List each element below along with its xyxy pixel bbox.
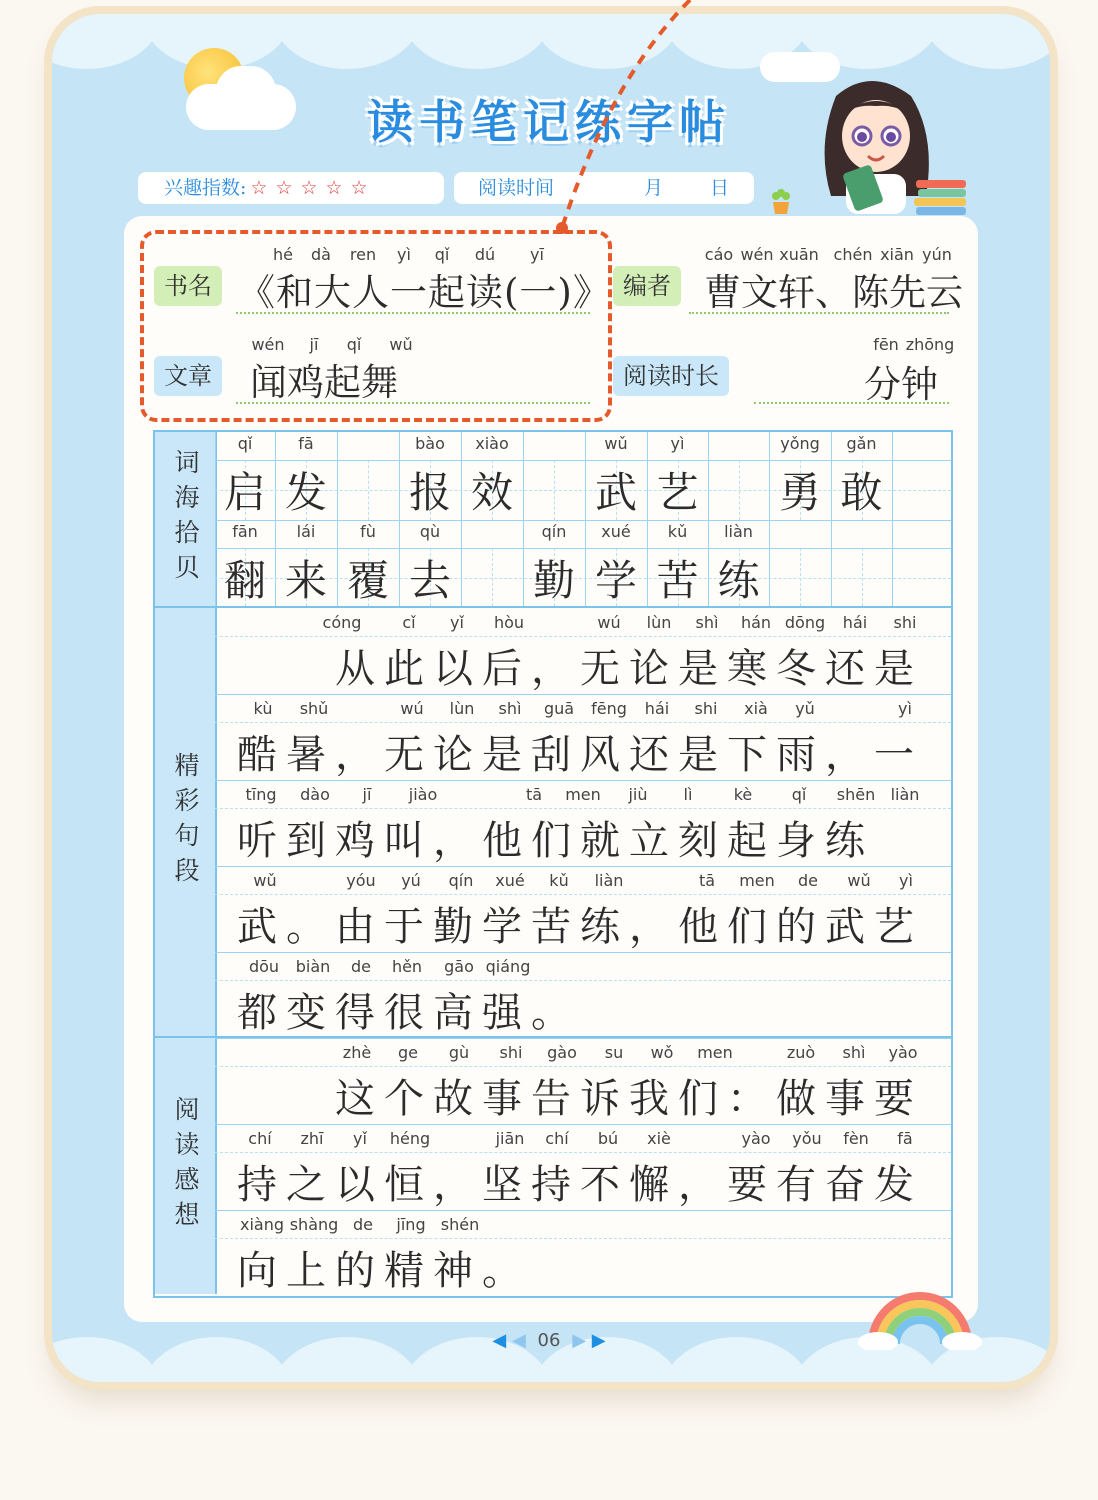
passage-pinyin: shì	[498, 699, 522, 718]
vocab-character: 发	[284, 468, 327, 517]
grid-column-line	[523, 432, 524, 520]
vocab-pinyin: qín	[541, 522, 567, 541]
duration-pinyin-syllable: fēn	[873, 335, 899, 354]
text-row-line	[215, 952, 951, 953]
passage-pinyin: jī	[362, 785, 372, 804]
passage-pinyin: tā	[525, 785, 543, 804]
book-pinyin-syllable: yì	[397, 245, 411, 264]
passage-pinyin: shi	[893, 613, 917, 632]
vocab-character: 来	[284, 556, 327, 605]
editor-line	[689, 312, 949, 314]
passage-pinyin: tā	[698, 871, 716, 890]
passage-pinyin: gāo	[444, 957, 474, 976]
article-label: 文章	[154, 356, 222, 396]
passage-line: 从此以后，无论是寒冬还是	[237, 646, 923, 692]
text-row-line	[215, 866, 951, 867]
highlight-dashed-box	[140, 230, 612, 422]
passage-pinyin: hán	[740, 613, 772, 632]
passage-pinyin: biàn	[295, 957, 331, 976]
grid-column-mid	[492, 548, 493, 606]
passage-pinyin: cóng	[322, 613, 362, 632]
passage-pinyin: gù	[448, 1043, 470, 1062]
vocab-character: 报	[408, 468, 451, 517]
grid-column-line	[892, 520, 893, 606]
passage-pinyin: qǐ	[791, 785, 807, 804]
passage-pinyin: yì	[899, 871, 913, 890]
editor-pinyin-syllable: xuān	[779, 245, 819, 264]
interest-rating-bar	[138, 172, 444, 204]
practice-grid	[153, 430, 953, 1298]
passage-line: 都变得很高强。	[237, 990, 580, 1036]
editor-pinyin-syllable: chén	[833, 245, 873, 264]
vocab-character: 勤	[532, 556, 575, 605]
passage-pinyin: yǐ	[353, 1129, 367, 1148]
passage-line: 酷暑，无论是刮风还是下雨，一	[237, 732, 923, 778]
grid-column-line	[585, 520, 586, 606]
passage-pinyin: wú	[597, 613, 621, 632]
passage-pinyin: hái	[644, 699, 670, 718]
passage-pinyin: shǔ	[299, 699, 329, 718]
passage-pinyin: kù	[253, 699, 273, 718]
passage-pinyin: yào	[888, 1043, 918, 1062]
reading-time-label: 阅读时间	[478, 177, 555, 199]
passage-pinyin: lì	[683, 785, 693, 804]
vocab-pinyin: gǎn	[846, 434, 877, 453]
vocab-pinyin: yì	[670, 434, 685, 453]
passage-pinyin: zhī	[300, 1129, 324, 1148]
grid-column-line	[585, 432, 586, 520]
book-title: 《和大人一起读(一)》	[238, 271, 611, 314]
passage-pinyin: xué	[495, 871, 525, 890]
editor-name: 曹文轩、陈先云	[704, 271, 963, 314]
passage-pinyin: fā	[897, 1129, 913, 1148]
grid-column-line	[337, 432, 338, 520]
last-page-icon[interactable]: ▶	[591, 1330, 606, 1351]
grid-column-line	[215, 432, 216, 520]
passage-pinyin: hòu	[493, 613, 525, 632]
vocab-pinyin: yǒng	[780, 434, 820, 453]
passage-pinyin: chí	[545, 1129, 569, 1148]
grid-column-line	[769, 520, 770, 606]
passage-pinyin: zhè	[342, 1043, 372, 1062]
grid-column-mid	[862, 548, 863, 606]
duration-unit: 分钟	[864, 363, 938, 406]
vocab-pinyin: qù	[419, 522, 441, 541]
passage-pinyin: fèn	[843, 1129, 869, 1148]
editor-pinyin-syllable: xiān	[880, 245, 914, 264]
vocab-pinyin: wǔ	[604, 434, 628, 453]
passage-pinyin: chí	[248, 1129, 272, 1148]
passage-pinyin: yì	[898, 699, 912, 718]
passage-pinyin: fēng	[591, 699, 627, 718]
thought-line: 持之以恒，坚持不懈，要有奋发	[237, 1162, 923, 1208]
day-label: 日	[710, 177, 730, 199]
book-pinyin-syllable: yī	[530, 245, 544, 264]
grid-column-line	[461, 432, 462, 520]
vocab-character: 覆	[346, 556, 389, 605]
passage-pinyin: kè	[733, 785, 753, 804]
grid-column-line	[831, 432, 832, 520]
grid-column-line	[892, 432, 893, 520]
vocab-character: 艺	[656, 468, 699, 517]
vocab-pinyin: xué	[601, 522, 631, 541]
grid-column-line	[647, 432, 648, 520]
passage-pinyin: yóu	[346, 871, 376, 890]
section-passage: 精彩句段	[155, 608, 217, 1038]
editor-pinyin-syllable: yún	[922, 245, 952, 264]
vocab-pinyin: fān	[232, 522, 258, 541]
prev-page-icon[interactable]: ◀	[511, 1330, 526, 1351]
passage-pinyin: xiàng	[239, 1215, 285, 1234]
passage-pinyin: jīng	[396, 1215, 426, 1234]
passage-pinyin: héng	[389, 1129, 431, 1148]
text-row-line	[215, 1038, 951, 1039]
star-rating-icons[interactable]: ☆☆☆☆☆	[250, 177, 376, 199]
page-title: 读书笔记练字帖	[367, 95, 731, 149]
grid-column-line	[399, 432, 400, 520]
vocab-character: 勇	[778, 468, 821, 517]
first-page-icon[interactable]: ◀	[492, 1330, 507, 1351]
passage-pinyin: de	[351, 957, 371, 976]
vocab-pinyin: lái	[296, 522, 316, 541]
grid-column-line	[647, 520, 648, 606]
passage-pinyin: shi	[499, 1043, 523, 1062]
passage-pinyin: de	[353, 1215, 373, 1234]
passage-pinyin: yǐ	[450, 613, 464, 632]
passage-pinyin: liàn	[594, 871, 624, 890]
vocab-character: 敢	[840, 468, 883, 517]
vocab-pinyin: kǔ	[667, 522, 688, 541]
book-pinyin-syllable: qǐ	[434, 245, 450, 264]
passage-pinyin: shàng	[289, 1215, 339, 1234]
passage-pinyin: tīng	[245, 785, 277, 804]
passage-pinyin: wǔ	[253, 871, 277, 890]
passage-pinyin: men	[565, 785, 601, 804]
page-number: 06	[537, 1330, 561, 1351]
passage-pinyin: su	[604, 1043, 624, 1062]
vocab-character: 武	[594, 468, 637, 517]
interest-label: 兴趣指数:	[164, 177, 247, 199]
passage-pinyin: jiù	[628, 785, 648, 804]
passage-pinyin: xiè	[647, 1129, 671, 1148]
vocab-character: 效	[470, 468, 513, 517]
passage-pinyin: shén	[440, 1215, 480, 1234]
vocab-character: 练	[717, 556, 760, 605]
passage-pinyin: hěn	[391, 957, 423, 976]
vocab-character: 学	[594, 556, 637, 605]
passage-pinyin: wǔ	[847, 871, 871, 890]
vocab-character: 启	[223, 468, 266, 517]
article-title: 闻鸡起舞	[250, 361, 398, 404]
passage-pinyin: bú	[597, 1129, 619, 1148]
passage-pinyin: cǐ	[402, 613, 416, 632]
passage-pinyin: men	[739, 871, 775, 890]
section-vocab: 词海拾贝	[155, 432, 217, 608]
passage-pinyin: shēn	[836, 785, 876, 804]
passage-pinyin: lùn	[449, 699, 475, 718]
passage-pinyin: wú	[400, 699, 424, 718]
passage-pinyin: dōng	[784, 613, 826, 632]
book-pinyin-syllable: dà	[311, 245, 331, 264]
duration-pinyin-syllable: zhōng	[905, 335, 955, 354]
passage-pinyin: de	[798, 871, 818, 890]
book-pinyin-syllable: dú	[474, 245, 496, 264]
pointer-dashed-line	[550, 0, 700, 235]
book-pinyin-syllable: ren	[349, 245, 377, 264]
text-row-line	[215, 780, 951, 781]
vocab-pinyin: liàn	[724, 522, 753, 541]
passage-pinyin: jiān	[495, 1129, 525, 1148]
editor-label: 编者	[613, 266, 681, 306]
editor-pinyin-syllable: cáo	[704, 245, 734, 264]
vocab-pinyin: xiào	[475, 434, 509, 453]
grid-column-line	[275, 520, 276, 606]
editor-pinyin-syllable: wén	[740, 245, 774, 264]
grid-column-line	[215, 520, 216, 606]
vocab-pinyin: qǐ	[237, 434, 253, 453]
passage-pinyin: ge	[398, 1043, 418, 1062]
passage-line: 武。由于勤学苦练，他们的武艺	[237, 904, 923, 950]
passage-pinyin: guā	[543, 699, 575, 718]
passage-pinyin: hái	[842, 613, 868, 632]
article-pinyin-syllable: qǐ	[346, 335, 362, 354]
thought-line: 这个故事告诉我们：做事要	[237, 1076, 923, 1122]
passage-pinyin: shi	[694, 699, 718, 718]
grid-column-line	[275, 432, 276, 520]
passage-pinyin: dào	[300, 785, 330, 804]
text-row-line	[215, 694, 951, 695]
passage-pinyin: yǒu	[792, 1129, 822, 1148]
vocab-character: 去	[408, 556, 451, 605]
passage-pinyin: yú	[401, 871, 421, 890]
vocab-pinyin: fā	[298, 434, 314, 453]
passage-pinyin: qiáng	[485, 957, 531, 976]
passage-pinyin: yǔ	[795, 699, 815, 718]
section-thoughts: 阅读感想	[155, 1038, 217, 1294]
vocab-character: 翻	[223, 556, 266, 605]
text-row-line	[215, 1124, 951, 1125]
vocab-pinyin: fù	[360, 522, 376, 541]
plant-icon	[766, 186, 796, 216]
page-navigation	[0, 1330, 1098, 1351]
duration-label: 阅读时长	[613, 356, 729, 396]
book-name-label: 书名	[154, 266, 222, 306]
passage-pinyin: men	[697, 1043, 733, 1062]
text-row-line	[215, 1210, 951, 1211]
article-pinyin-syllable: wǔ	[389, 335, 413, 354]
passage-pinyin: shì	[842, 1043, 866, 1062]
passage-pinyin: jiào	[408, 785, 438, 804]
passage-pinyin: dōu	[248, 957, 280, 976]
passage-pinyin: gào	[547, 1043, 577, 1062]
grid-column-line	[523, 520, 524, 606]
passage-pinyin: shì	[695, 613, 719, 632]
grid-column-line	[769, 432, 770, 520]
passage-pinyin: zuò	[786, 1043, 816, 1062]
passage-pinyin: lùn	[646, 613, 672, 632]
passage-pinyin: kǔ	[549, 871, 569, 890]
vocab-pinyin: bào	[415, 434, 445, 453]
grid-column-line	[337, 520, 338, 606]
grid-column-mid	[800, 548, 801, 606]
passage-pinyin: qín	[448, 871, 474, 890]
book-pinyin-syllable: hé	[273, 245, 293, 264]
thought-line: 向上的精神。	[237, 1248, 531, 1294]
passage-pinyin: yào	[741, 1129, 771, 1148]
passage-pinyin: liàn	[890, 785, 920, 804]
passage-pinyin: wǒ	[650, 1043, 674, 1062]
vocab-character: 苦	[656, 556, 699, 605]
grid-column-line	[399, 520, 400, 606]
grid-column-line	[708, 432, 709, 520]
grid-row-line	[215, 520, 951, 521]
grid-column-line	[708, 520, 709, 606]
next-page-icon[interactable]: ▶	[572, 1330, 587, 1351]
passage-line: 听到鸡叫，他们就立刻起身练	[237, 818, 874, 864]
article-pinyin-syllable: wén	[251, 335, 285, 354]
month-label: 月	[644, 177, 664, 199]
grid-column-line	[461, 520, 462, 606]
article-pinyin-syllable: jī	[309, 335, 319, 354]
duration-line	[754, 402, 949, 404]
grid-column-line	[831, 520, 832, 606]
passage-pinyin: xià	[744, 699, 768, 718]
